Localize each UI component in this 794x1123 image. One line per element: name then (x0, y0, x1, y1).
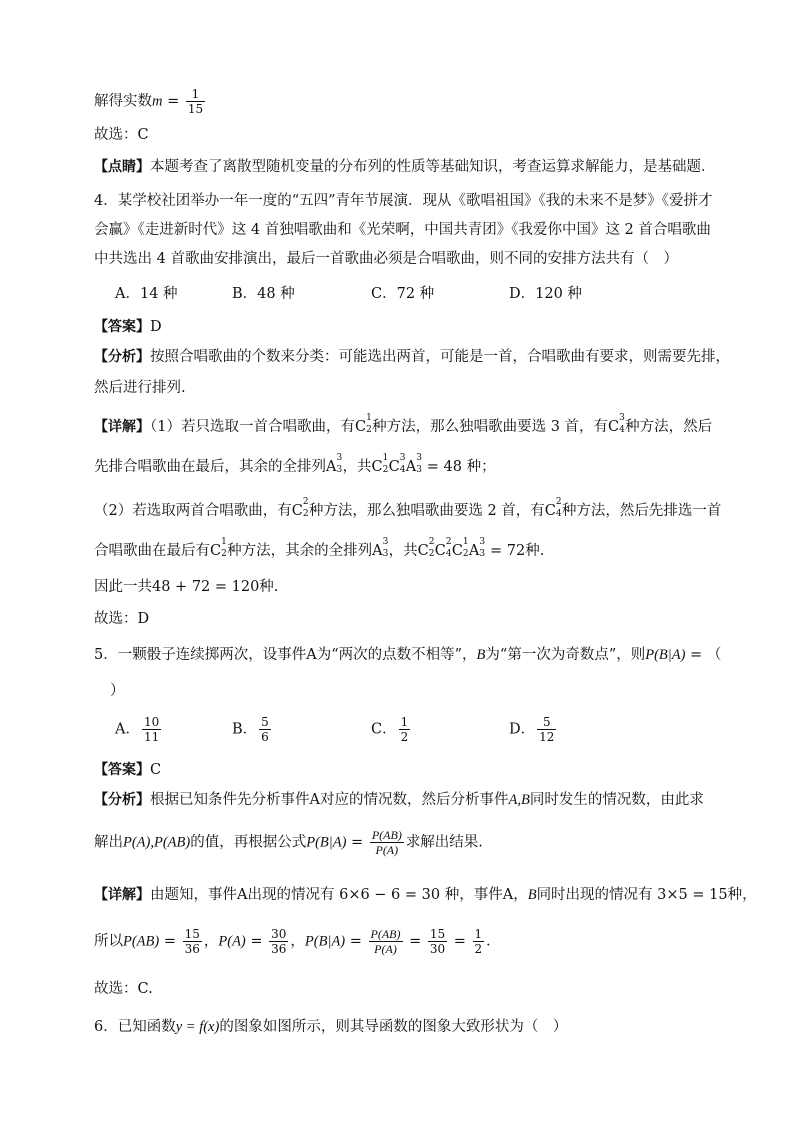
q4-answer: 【答案】D (94, 319, 162, 335)
q4-option-c: C．72 种 (371, 286, 435, 302)
q4-detail-2: 先排合唱歌曲在最后，其余的全排列A 3 3 ，共C 1 2 C 3 4 A 3 3 = 48 种； (94, 453, 496, 475)
solve-line: 解得实数m = $\frac{1}{15}$ (94, 87, 204, 116)
q4-final: 故选：D (94, 611, 150, 627)
q4-stem-2: 会赢》《走进新时代》这 4 首独唱歌曲和《光荣啊，中国共青团》《我爱你中国》这 2 首合唱歌曲 (94, 222, 711, 238)
q5-analysis-2: 解出P(A),P(AB)的值，再根据公式P(B|A) = $\frac{P(AB)}{P(A)}$ 求解出结果. (94, 828, 483, 857)
q3-answer: 故选：C (94, 127, 149, 143)
q4-option-a: A．14 种 (115, 286, 178, 302)
q5-option-c: C． $\frac{1}{2}$ (371, 715, 409, 744)
q5-answer: 【答案】C (94, 762, 162, 778)
q4-detail-3: （2）若选取两首合唱歌曲，有C 2 2 种方法，那么独唱歌曲要选 2 首，有C 2 4 种方法，然后先排选一首 (94, 497, 722, 519)
q4-option-b: B．48 种 (232, 286, 295, 302)
q5-stem-close: ） (110, 683, 125, 699)
q5-detail-1: 【详解】由题知，事件A出现的情况有 6×6 − 6 = 30 种，事件A，B同时出现的情况有 3×5 = 15种， (94, 887, 757, 903)
q4-detail-4: 合唱歌曲在最后有C 1 2 种方法，其余的全排列A 3 3 ，共C 2 2 C 2 4 C 1 2 A 3 3 = 72种. (94, 537, 545, 559)
q4-stem-1: 4．某学校社团举办一年一度的“五四”青年节展演．现从《歌唱祖国》《我的未来不是梦》《爱拼才 (94, 193, 713, 209)
q5-analysis-1: 【分析】根据已知条件先分析事件A对应的情况数，然后分析事件A,B同时发生的情况数，由此求 (94, 792, 704, 808)
q4-total: 因此一共48 + 72 = 120种. (94, 579, 279, 595)
q3-comment: 【点睛】本题考查了离散型随机变量的分布列的性质等基础知识，考查运算求解能力，是基础题． (94, 159, 716, 175)
q5-stem: 5．一颗骰子连续掷两次，设事件A为“两次的点数不相等”，B为“第一次为奇数点”，则P(B|A) = （ (94, 647, 722, 663)
q5-option-b: B． $\frac{5}{6}$ (232, 715, 269, 744)
q4-analysis-1: 【分析】按照合唱歌曲的个数来分类：可能选出两首，可能是一首，合唱歌曲有要求，则需要先排， (94, 349, 730, 365)
q5-option-d: D． $\frac{5}{12}$ (509, 715, 555, 744)
q4-analysis-2: 然后进行排列. (94, 380, 186, 396)
q4-option-d: D．120 种 (509, 286, 582, 302)
q5-final: 故选：C. (94, 981, 153, 997)
fraction-m: $\frac{1}{15}$ (187, 87, 204, 116)
q4-detail-1: 【详解】（1）若只选取一首合唱歌曲，有C 1 2 种方法，那么独唱歌曲要选 3 首，有C 3 4 种方法，然后 (94, 413, 713, 435)
q6-stem: 6．已知函数y = f(x)的图象如图所示，则其导函数的图象大致形状为（ ） (94, 1019, 568, 1035)
q4-stem-3: 中共选出 4 首歌曲安排演出，最后一首歌曲必须是合唱歌曲，则不同的安排方法共有（ ） (94, 251, 678, 267)
q5-option-a: A． $\frac{10}{11}$ (115, 715, 160, 744)
q5-detail-2: 所以P(AB) = $\frac{15}{36}$ ，P(A) = $\frac{30}{36}$ ，P(B|A) = $\frac{P(AB)}{P(A)}$ = $\frac{15}{30}$ = $\frac{1}{2}$ ． (94, 927, 501, 956)
